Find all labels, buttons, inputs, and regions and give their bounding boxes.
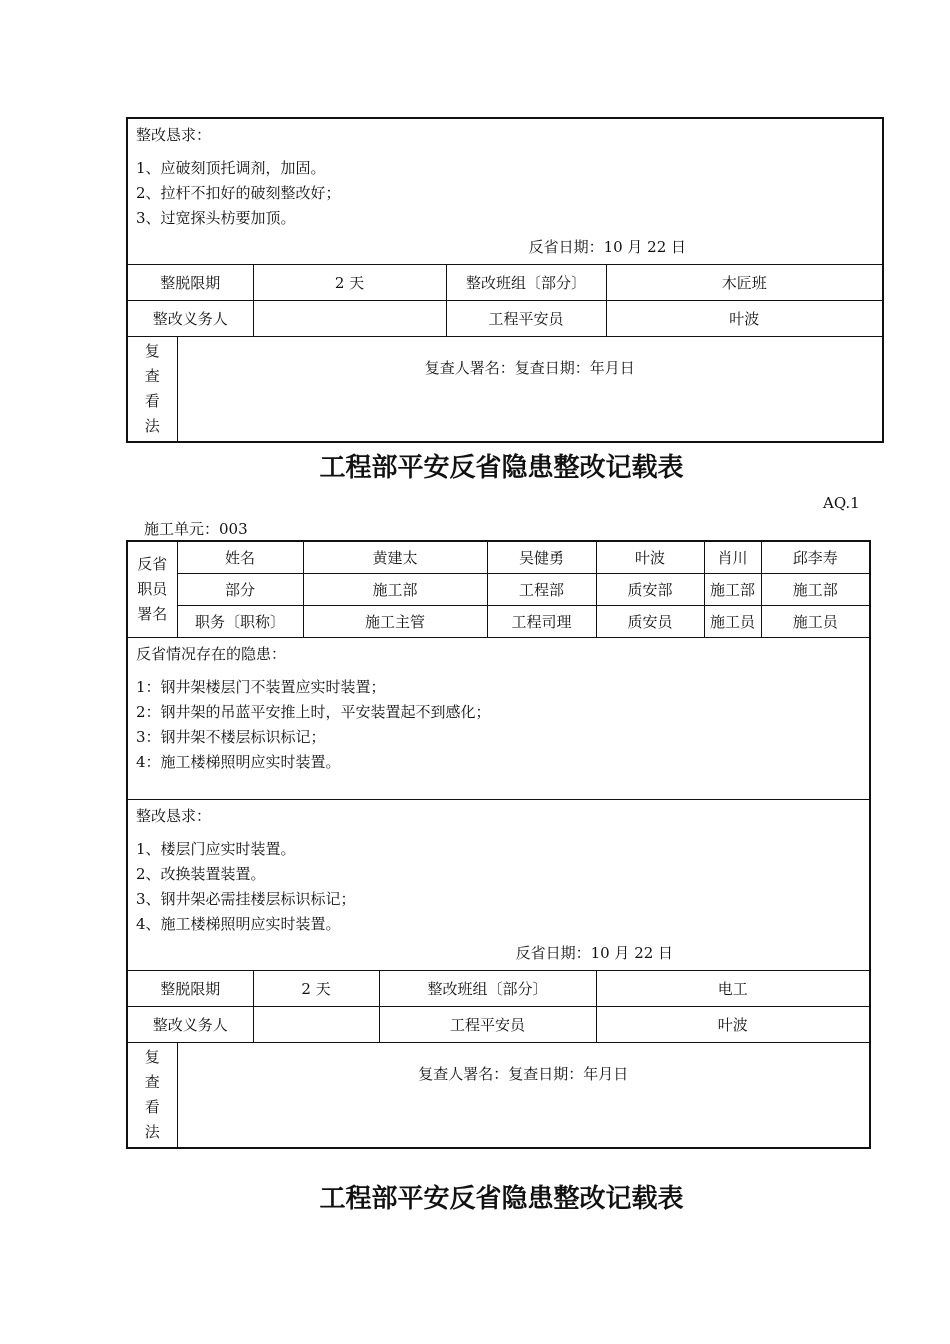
inspector-department: 质安部 xyxy=(596,573,704,605)
review-label: 复 查 看 法 xyxy=(127,1042,177,1148)
inspector-position: 工程司理 xyxy=(487,605,596,637)
inspector-name: 黄建太 xyxy=(303,541,487,573)
safety-officer-value: 叶波 xyxy=(606,301,883,337)
requirements-label: 整改恳求： xyxy=(136,126,212,144)
requirements-cell xyxy=(127,799,870,970)
requirements-label: 整改恳求： xyxy=(136,806,212,825)
requirement-item: 4、施工楼梯照明应实时装置。 xyxy=(136,914,341,933)
responsible-label: 整改义务人 xyxy=(127,1006,253,1042)
review-signature-line: 复查人署名：复查日期：年月日 xyxy=(177,337,883,443)
hazards-cell xyxy=(127,637,870,799)
hazard-item: 1：钢井架楼层门不装置应实时装置； xyxy=(136,677,386,696)
form-code: AQ.1 xyxy=(823,494,860,512)
inspector-position: 施工员 xyxy=(761,605,870,637)
hazard-item: 4：施工楼梯照明应实时装置。 xyxy=(136,752,341,771)
page-title: 工程部平安反省隐患整改记载表 xyxy=(319,1184,684,1214)
rectification-table-2 xyxy=(126,540,871,1149)
requirement-item: 1、应破刻顶托调剂，加固。 xyxy=(136,159,326,177)
deadline-label: 整脱限期 xyxy=(127,970,253,1006)
page-title: 工程部平安反省隐患整改记载表 xyxy=(319,453,684,483)
deadline-label: 整脱限期 xyxy=(127,265,253,301)
hazard-item: 3：钢井架不楼层标识标记； xyxy=(136,727,326,746)
deadline-value: 2 天 xyxy=(253,265,446,301)
requirement-item: 3、过宽探头枋要加顶。 xyxy=(136,209,296,227)
inspector-position: 质安员 xyxy=(596,605,704,637)
team-label: 整改班组〔部分〕 xyxy=(446,265,606,301)
review-signature-line: 复查人署名：复查日期：年月日 xyxy=(177,1042,870,1148)
review-label: 复 查 看 法 xyxy=(127,337,177,443)
inspector-department: 施工部 xyxy=(303,573,487,605)
team-label: 整改班组〔部分〕 xyxy=(379,970,596,1006)
responsible-value xyxy=(253,301,446,337)
rectification-table-1 xyxy=(126,117,884,443)
inspector-name: 邱李寿 xyxy=(761,541,870,573)
safety-officer-value: 叶波 xyxy=(596,1006,870,1042)
inspector-department: 工程部 xyxy=(487,573,596,605)
team-value: 木匠班 xyxy=(606,265,883,301)
inspector-position: 施工员 xyxy=(704,605,761,637)
deadline-value: 2 天 xyxy=(253,970,379,1006)
team-value: 电工 xyxy=(596,970,870,1006)
inspector-name: 叶波 xyxy=(596,541,704,573)
safety-officer-label: 工程平安员 xyxy=(446,301,606,337)
inspector-position: 施工主管 xyxy=(303,605,487,637)
requirements-cell xyxy=(127,118,883,265)
check-date: 反省日期：10 月 22 日 xyxy=(528,238,687,256)
requirement-item: 1、楼层门应实时装置。 xyxy=(136,839,296,858)
hazards-label: 反省情况存在的隐患： xyxy=(136,644,287,663)
row-header-name: 姓名 xyxy=(177,541,303,573)
requirement-item: 2、拉杆不扣好的破刻整改好； xyxy=(136,184,341,202)
inspector-name: 肖川 xyxy=(704,541,761,573)
row-header-position: 职务〔职称〕 xyxy=(177,605,303,637)
hazard-item: 2：钢井架的吊蓝平安推上时，平安装置起不到感化； xyxy=(136,702,491,721)
safety-officer-label: 工程平安员 xyxy=(379,1006,596,1042)
inspector-department: 施工部 xyxy=(761,573,870,605)
inspector-department: 施工部 xyxy=(704,573,761,605)
requirement-item: 2、改换装置装置。 xyxy=(136,864,266,883)
check-date: 反省日期：10 月 22 日 xyxy=(515,943,674,962)
responsible-label: 整改义务人 xyxy=(127,301,253,337)
inspector-name: 吴健勇 xyxy=(487,541,596,573)
requirement-item: 3、钢井架必需挂楼层标识标记； xyxy=(136,889,356,908)
row-header-department: 部分 xyxy=(177,573,303,605)
responsible-value xyxy=(253,1006,379,1042)
construction-unit: 施工单元：003 xyxy=(144,520,248,538)
inspector-label: 反省 职员 署名 xyxy=(127,541,177,637)
